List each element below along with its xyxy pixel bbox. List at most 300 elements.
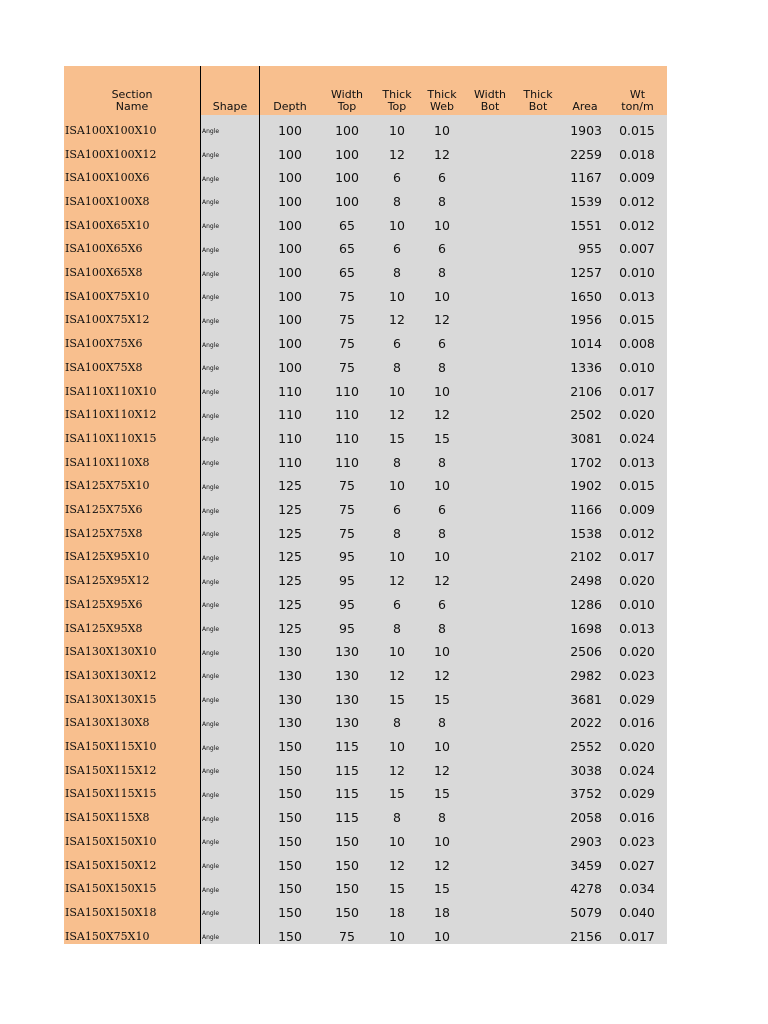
area-cell: 3038 [570, 762, 602, 778]
wt-cell: 0.016 [619, 715, 655, 731]
thick-web-cell: 10 [434, 383, 450, 399]
area-cell: 955 [578, 241, 602, 257]
shape-cell: Angle [202, 934, 220, 942]
area-cell: 1167 [570, 170, 602, 186]
shape-cell: Angle [202, 744, 220, 752]
section-name-cell: ISA130X130X12 [65, 668, 157, 682]
width-bot-cell [465, 687, 515, 711]
width-top-cell: 95 [339, 573, 355, 589]
table-row [64, 119, 667, 143]
header-thick-bot: Thick Bot [523, 88, 553, 113]
thick-top-cell: 10 [389, 288, 405, 304]
depth-cell: 100 [278, 241, 302, 257]
width-top-cell: 100 [335, 146, 359, 162]
area-cell: 3081 [570, 430, 602, 446]
section-name-cell: ISA100X75X8 [65, 360, 143, 374]
header-area: Area [572, 100, 598, 113]
thick-top-cell: 8 [393, 715, 401, 731]
table-row [64, 711, 667, 735]
wt-cell: 0.023 [619, 667, 655, 683]
header-depth: Depth [273, 100, 307, 113]
thick-web-cell: 12 [434, 762, 450, 778]
thick-web-cell: 15 [434, 691, 450, 707]
width-top-cell: 150 [335, 904, 359, 920]
table-row [64, 284, 667, 308]
header-width-bot: Width Bot [474, 88, 506, 113]
wt-cell: 0.017 [619, 549, 655, 565]
header-thick-web: Thick Web [427, 88, 457, 113]
section-name-cell: ISA100X75X6 [65, 337, 143, 351]
shape-cell: Angle [202, 673, 220, 681]
wt-cell: 0.007 [619, 241, 655, 257]
table-row [64, 166, 667, 190]
width-bot-cell [465, 569, 515, 593]
depth-cell: 100 [278, 146, 302, 162]
section-name-cell: ISA100X100X10 [65, 123, 157, 137]
width-top-cell: 75 [339, 478, 355, 494]
thick-top-cell: 18 [389, 904, 405, 920]
section-name-cell: ISA125X95X10 [65, 550, 150, 564]
section-name-cell: ISA110X110X12 [65, 408, 157, 422]
depth-cell: 110 [278, 430, 302, 446]
thick-top-cell: 10 [389, 928, 405, 944]
thick-web-cell: 8 [438, 620, 446, 636]
depth-cell: 150 [278, 833, 302, 849]
shape-cell: Angle [202, 910, 220, 918]
table-row [64, 616, 667, 640]
thick-top-cell: 15 [389, 881, 405, 897]
thick-web-cell: 8 [438, 359, 446, 375]
table-row [64, 735, 667, 759]
section-name-cell: ISA150X75X10 [65, 929, 150, 943]
area-cell: 2106 [570, 383, 602, 399]
thick-top-cell: 15 [389, 786, 405, 802]
thick-top-cell: 10 [389, 833, 405, 849]
depth-cell: 100 [278, 336, 302, 352]
thick-web-cell: 10 [434, 928, 450, 944]
wt-cell: 0.013 [619, 620, 655, 636]
shape-cell: Angle [202, 483, 220, 491]
wt-cell: 0.012 [619, 193, 655, 209]
area-cell: 2156 [570, 928, 602, 944]
thick-web-cell: 12 [434, 146, 450, 162]
header-thick-top: Thick Top [382, 88, 412, 113]
width-top-cell: 110 [335, 407, 359, 423]
width-bot-cell [465, 521, 515, 545]
table-row [64, 640, 667, 664]
section-name-cell: ISA100X75X10 [65, 289, 150, 303]
width-bot-cell [465, 901, 515, 925]
thick-top-cell: 8 [393, 810, 401, 826]
width-top-cell: 75 [339, 928, 355, 944]
section-name-cell: ISA150X150X15 [65, 882, 157, 896]
thick-top-cell: 8 [393, 359, 401, 375]
section-name-cell: ISA100X100X12 [65, 147, 157, 161]
width-top-cell: 130 [335, 667, 359, 683]
width-top-cell: 130 [335, 715, 359, 731]
depth-cell: 150 [278, 928, 302, 944]
width-bot-cell [465, 616, 515, 640]
width-top-cell: 110 [335, 383, 359, 399]
table-row [64, 830, 667, 854]
depth-cell: 150 [278, 904, 302, 920]
header-width-top: Width Top [331, 88, 363, 113]
section-name-cell: ISA130X130X8 [65, 716, 150, 730]
wt-cell: 0.018 [619, 146, 655, 162]
shape-cell: Angle [202, 791, 220, 799]
depth-cell: 100 [278, 217, 302, 233]
table-row [64, 237, 667, 261]
width-bot-cell [465, 166, 515, 190]
width-top-cell: 75 [339, 312, 355, 328]
width-top-cell: 95 [339, 620, 355, 636]
wt-cell: 0.029 [619, 691, 655, 707]
section-name-cell: ISA100X100X6 [65, 171, 150, 185]
depth-cell: 125 [278, 525, 302, 541]
wt-cell: 0.013 [619, 454, 655, 470]
wt-cell: 0.015 [619, 312, 655, 328]
width-bot-cell [465, 782, 515, 806]
width-bot-cell [465, 332, 515, 356]
shape-cell: Angle [202, 389, 220, 397]
width-bot-cell [465, 237, 515, 261]
width-top-cell: 65 [339, 217, 355, 233]
shape-cell: Angle [202, 175, 220, 183]
section-name-cell: ISA125X75X6 [65, 503, 143, 517]
thick-top-cell: 12 [389, 667, 405, 683]
shape-cell: Angle [202, 294, 220, 302]
wt-cell: 0.010 [619, 265, 655, 281]
table-row [64, 569, 667, 593]
shape-cell: Angle [202, 246, 220, 254]
width-top-cell: 110 [335, 430, 359, 446]
area-cell: 2502 [570, 407, 602, 423]
table-row [64, 403, 667, 427]
thick-top-cell: 8 [393, 265, 401, 281]
header-wt: Wt ton/m [621, 88, 654, 113]
thick-web-cell: 6 [438, 596, 446, 612]
width-top-cell: 95 [339, 549, 355, 565]
table-row [64, 498, 667, 522]
table-row [64, 450, 667, 474]
width-top-cell: 110 [335, 454, 359, 470]
shape-cell: Angle [202, 341, 220, 349]
depth-cell: 150 [278, 786, 302, 802]
width-bot-cell [465, 806, 515, 830]
thick-web-cell: 15 [434, 786, 450, 802]
section-name-cell: ISA125X95X8 [65, 621, 143, 635]
shape-cell: Angle [202, 602, 220, 610]
thick-web-cell: 15 [434, 430, 450, 446]
width-bot-cell [465, 853, 515, 877]
table-row [64, 758, 667, 782]
shape-cell: Angle [202, 649, 220, 657]
area-cell: 1551 [570, 217, 602, 233]
width-top-cell: 95 [339, 596, 355, 612]
table-row [64, 142, 667, 166]
area-cell: 2259 [570, 146, 602, 162]
thick-web-cell: 12 [434, 573, 450, 589]
width-bot-cell [465, 450, 515, 474]
wt-cell: 0.027 [619, 857, 655, 873]
thick-top-cell: 10 [389, 739, 405, 755]
width-bot-cell [465, 379, 515, 403]
wt-cell: 0.020 [619, 573, 655, 589]
table-row [64, 213, 667, 237]
wt-cell: 0.020 [619, 407, 655, 423]
section-name-cell: ISA100X65X10 [65, 218, 150, 232]
section-name-cell: ISA125X75X10 [65, 479, 150, 493]
depth-cell: 125 [278, 549, 302, 565]
width-bot-cell [465, 545, 515, 569]
width-bot-cell [465, 877, 515, 901]
width-top-cell: 130 [335, 644, 359, 660]
wt-cell: 0.015 [619, 122, 655, 138]
area-cell: 2102 [570, 549, 602, 565]
depth-cell: 110 [278, 454, 302, 470]
shape-cell: Angle [202, 554, 220, 562]
table-row [64, 427, 667, 451]
thick-top-cell: 10 [389, 122, 405, 138]
width-bot-cell [465, 213, 515, 237]
depth-cell: 110 [278, 407, 302, 423]
table-row [64, 261, 667, 285]
width-bot-cell [465, 711, 515, 735]
thick-top-cell: 10 [389, 217, 405, 233]
wt-cell: 0.009 [619, 502, 655, 518]
table-row [64, 379, 667, 403]
section-name-cell: ISA150X115X8 [65, 811, 150, 825]
thick-top-cell: 12 [389, 573, 405, 589]
depth-cell: 100 [278, 265, 302, 281]
thick-web-cell: 10 [434, 122, 450, 138]
shape-cell: Angle [202, 886, 220, 894]
thick-top-cell: 12 [389, 312, 405, 328]
width-top-cell: 150 [335, 881, 359, 897]
depth-cell: 150 [278, 762, 302, 778]
table-row [64, 308, 667, 332]
thick-web-cell: 10 [434, 549, 450, 565]
area-cell: 2022 [570, 715, 602, 731]
thick-top-cell: 12 [389, 146, 405, 162]
shape-cell: Angle [202, 270, 220, 278]
area-cell: 1903 [570, 122, 602, 138]
shape-cell: Angle [202, 223, 220, 231]
thick-web-cell: 10 [434, 644, 450, 660]
width-top-cell: 115 [335, 810, 359, 826]
width-bot-cell [465, 758, 515, 782]
width-bot-cell [465, 356, 515, 380]
thick-web-cell: 12 [434, 407, 450, 423]
table-row [64, 687, 667, 711]
wt-cell: 0.017 [619, 383, 655, 399]
width-bot-cell [465, 427, 515, 451]
section-name-cell: ISA110X110X8 [65, 455, 150, 469]
width-top-cell: 115 [335, 762, 359, 778]
wt-cell: 0.040 [619, 904, 655, 920]
section-name-cell: ISA150X150X18 [65, 905, 157, 919]
width-top-cell: 100 [335, 122, 359, 138]
area-cell: 1166 [570, 502, 602, 518]
wt-cell: 0.029 [619, 786, 655, 802]
thick-top-cell: 15 [389, 691, 405, 707]
thick-top-cell: 15 [389, 430, 405, 446]
table-row [64, 190, 667, 214]
depth-cell: 110 [278, 383, 302, 399]
section-name-cell: ISA100X100X8 [65, 194, 150, 208]
width-top-cell: 130 [335, 691, 359, 707]
shape-cell: Angle [202, 199, 220, 207]
area-cell: 1698 [570, 620, 602, 636]
depth-cell: 125 [278, 573, 302, 589]
depth-cell: 100 [278, 193, 302, 209]
shape-cell: Angle [202, 317, 220, 325]
width-bot-cell [465, 142, 515, 166]
table-row [64, 664, 667, 688]
thick-web-cell: 8 [438, 454, 446, 470]
shape-cell: Angle [202, 128, 220, 136]
thick-web-cell: 15 [434, 881, 450, 897]
width-top-cell: 75 [339, 502, 355, 518]
width-bot-cell [465, 119, 515, 143]
thick-web-cell: 12 [434, 857, 450, 873]
thick-web-cell: 8 [438, 193, 446, 209]
shape-cell: Angle [202, 365, 220, 373]
thick-top-cell: 6 [393, 170, 401, 186]
area-cell: 1539 [570, 193, 602, 209]
depth-cell: 100 [278, 359, 302, 375]
section-table [64, 66, 667, 944]
area-cell: 3681 [570, 691, 602, 707]
table-row [64, 474, 667, 498]
shape-cell: Angle [202, 768, 220, 776]
section-name-cell: ISA130X130X10 [65, 645, 157, 659]
wt-cell: 0.013 [619, 288, 655, 304]
shape-cell: Angle [202, 863, 220, 871]
thick-web-cell: 10 [434, 478, 450, 494]
section-name-cell: ISA150X115X12 [65, 763, 157, 777]
width-bot-cell [465, 308, 515, 332]
width-top-cell: 75 [339, 336, 355, 352]
table-row [64, 782, 667, 806]
table-row [64, 593, 667, 617]
area-cell: 2058 [570, 810, 602, 826]
shape-cell: Angle [202, 578, 220, 586]
thick-top-cell: 12 [389, 407, 405, 423]
thick-top-cell: 8 [393, 193, 401, 209]
wt-cell: 0.009 [619, 170, 655, 186]
width-bot-cell [465, 924, 515, 948]
section-name-cell: ISA130X130X15 [65, 692, 157, 706]
section-name-cell: ISA100X65X6 [65, 242, 143, 256]
shape-cell: Angle [202, 720, 220, 728]
width-top-cell: 75 [339, 525, 355, 541]
width-bot-cell [465, 664, 515, 688]
table-row [64, 853, 667, 877]
width-top-cell: 115 [335, 739, 359, 755]
area-cell: 3459 [570, 857, 602, 873]
width-top-cell: 75 [339, 288, 355, 304]
thick-web-cell: 10 [434, 217, 450, 233]
thick-top-cell: 6 [393, 241, 401, 257]
area-cell: 1702 [570, 454, 602, 470]
wt-cell: 0.024 [619, 762, 655, 778]
area-cell: 2903 [570, 833, 602, 849]
depth-cell: 130 [278, 715, 302, 731]
width-bot-cell [465, 735, 515, 759]
table-row [64, 877, 667, 901]
shape-cell: Angle [202, 697, 220, 705]
table-row [64, 924, 667, 948]
depth-cell: 100 [278, 170, 302, 186]
wt-cell: 0.012 [619, 217, 655, 233]
section-name-cell: ISA150X115X15 [65, 787, 157, 801]
section-name-cell: ISA125X95X6 [65, 597, 143, 611]
shape-cell: Angle [202, 507, 220, 515]
thick-web-cell: 8 [438, 265, 446, 281]
area-cell: 1538 [570, 525, 602, 541]
section-name-cell: ISA150X150X10 [65, 834, 157, 848]
area-cell: 3752 [570, 786, 602, 802]
thick-top-cell: 6 [393, 502, 401, 518]
shape-cell: Angle [202, 626, 220, 634]
wt-cell: 0.016 [619, 810, 655, 826]
section-name-cell: ISA110X110X15 [65, 431, 157, 445]
wt-cell: 0.012 [619, 525, 655, 541]
wt-cell: 0.010 [619, 596, 655, 612]
shape-cell: Angle [202, 460, 220, 468]
width-bot-cell [465, 284, 515, 308]
wt-cell: 0.023 [619, 833, 655, 849]
thick-top-cell: 10 [389, 383, 405, 399]
thick-web-cell: 18 [434, 904, 450, 920]
depth-cell: 150 [278, 857, 302, 873]
section-name-cell: ISA125X95X12 [65, 574, 150, 588]
section-name-cell: ISA125X75X8 [65, 526, 143, 540]
depth-cell: 150 [278, 810, 302, 826]
table-row [64, 332, 667, 356]
width-top-cell: 75 [339, 359, 355, 375]
depth-cell: 150 [278, 739, 302, 755]
table-row [64, 356, 667, 380]
area-cell: 2506 [570, 644, 602, 660]
thick-web-cell: 6 [438, 502, 446, 518]
area-cell: 5079 [570, 904, 602, 920]
thick-top-cell: 12 [389, 762, 405, 778]
shape-cell: Angle [202, 815, 220, 823]
wt-cell: 0.020 [619, 644, 655, 660]
depth-cell: 125 [278, 596, 302, 612]
wt-cell: 0.015 [619, 478, 655, 494]
depth-cell: 130 [278, 667, 302, 683]
thick-top-cell: 6 [393, 596, 401, 612]
thick-web-cell: 12 [434, 312, 450, 328]
section-name-cell: ISA150X150X12 [65, 858, 157, 872]
wt-cell: 0.034 [619, 881, 655, 897]
area-cell: 2982 [570, 667, 602, 683]
section-name-cell: ISA100X65X8 [65, 266, 143, 280]
area-cell: 1902 [570, 478, 602, 494]
width-top-cell: 100 [335, 193, 359, 209]
depth-cell: 100 [278, 122, 302, 138]
thick-web-cell: 6 [438, 170, 446, 186]
area-cell: 4278 [570, 881, 602, 897]
thick-top-cell: 8 [393, 620, 401, 636]
shape-cell: Angle [202, 839, 220, 847]
shape-cell: Angle [202, 152, 220, 160]
shape-cell: Angle [202, 531, 220, 539]
width-bot-cell [465, 261, 515, 285]
